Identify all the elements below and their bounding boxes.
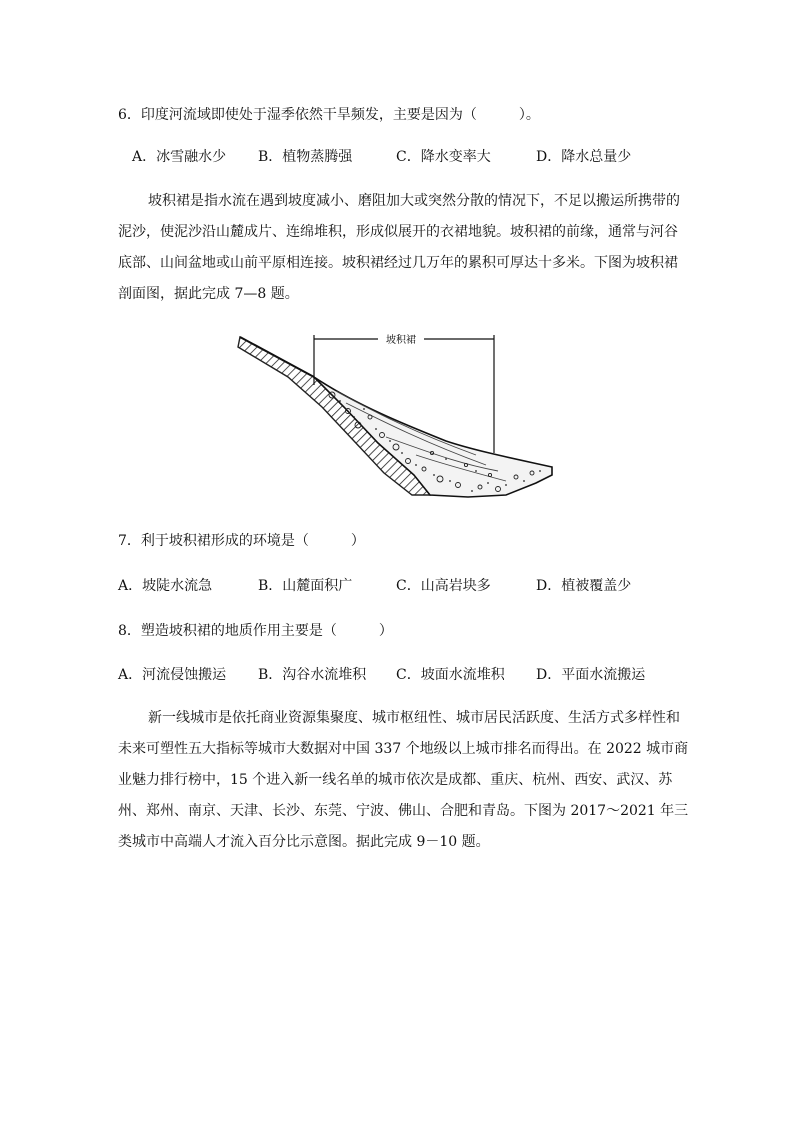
question-7-option-a: A．坡陡水流急	[118, 578, 213, 594]
question-7-stem: 7．利于坡积裙形成的环境是（ ）	[118, 533, 365, 549]
figure-label: 坡积裙	[386, 335, 416, 346]
question-8-stem: 8．塑造坡积裙的地质作用主要是（ ）	[118, 623, 393, 639]
passage-2-line: 业魅力排行榜中，15 个进入新一线名单的城市依次是成都、重庆、杭州、西安、武汉、苏	[118, 772, 673, 788]
question-7-option-b: B．山麓面积广	[258, 578, 353, 594]
question-8-options	[118, 664, 718, 686]
question-6-option-a: A．冰雪融水少	[132, 149, 227, 165]
passage-2-line: 类城市中高端人才流入百分比示意图。据此完成 9－10 题。	[118, 834, 490, 850]
passage-1-line: 底部、山间盆地或山前平原相连接。坡积裙经过几万年的累积可厚达十多米。下图为坡积裙	[118, 255, 678, 271]
slope-apron-cross-section-figure	[236, 325, 556, 505]
passage-1-line: 坡积裙是指水流在遇到坡度减小、磨阻加大或突然分散的情况下，不足以搬运所携带的	[148, 193, 680, 209]
question-8-option-d: D．平面水流搬运	[536, 667, 646, 683]
passage-2-line: 新一线城市是依托商业资源集聚度、城市枢纽性、城市居民活跃度、生活方式多样性和	[148, 710, 680, 726]
question-7-options	[118, 575, 718, 597]
question-8-option-a: A．河流侵蚀搬运	[118, 667, 227, 683]
question-6-option-d: D．降水总量少	[536, 149, 632, 165]
question-6-option-c: C．降水变率大	[396, 149, 491, 165]
bedrock-slope	[238, 337, 430, 495]
passage-2-line: 州、郑州、南京、天津、长沙、东莞、宁波、佛山、合肥和青岛。下图为 2017～2021 年三	[118, 803, 689, 819]
passage-1	[118, 186, 678, 310]
passage-2-line: 未来可塑性五大指标等城市大数据对中国 337 个地级以上城市排名而得出。在 2022 城市商	[118, 741, 689, 757]
question-6-option-b: B．植物蒸腾强	[258, 149, 353, 165]
cross-section-diagram	[236, 325, 556, 505]
question-7-option-c: C．山高岩块多	[396, 578, 491, 594]
passage-1-line: 泥沙，使泥沙沿山麓成片、连绵堆积，形成似展开的衣裙地貌。坡积裙的前缘，通常与河谷	[118, 224, 678, 240]
question-8-option-b: B．沟谷水流堆积	[258, 667, 367, 683]
question-6-stem: 6．印度河流域即使处于湿季依然干旱频发，主要是因为（ ）。	[118, 107, 540, 123]
passage-1-line: 剖面图，据此完成 7—8 题。	[118, 286, 299, 302]
passage-2	[118, 703, 689, 858]
question-8-option-c: C．坡面水流堆积	[396, 667, 505, 683]
question-7-option-d: D．植被覆盖少	[536, 578, 632, 594]
question-6-options	[118, 146, 718, 168]
